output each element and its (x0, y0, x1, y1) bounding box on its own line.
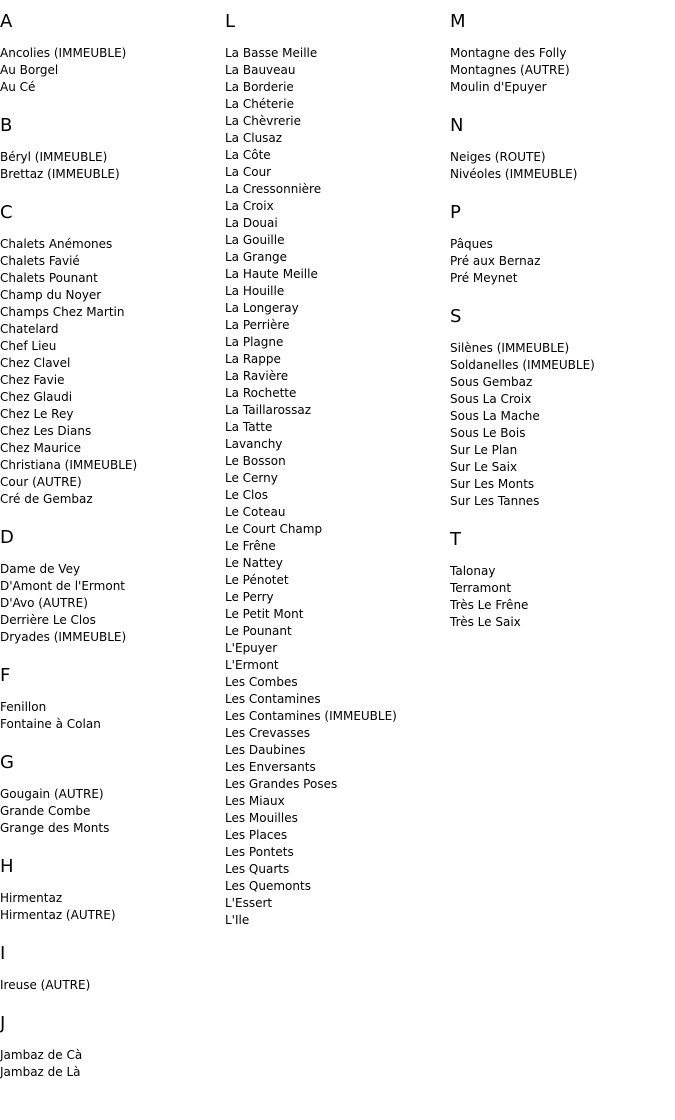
entry-chatelard[interactable]: Chatelard (0, 322, 59, 336)
entry-fontaine-a-colan[interactable]: Fontaine à Colan (0, 717, 101, 731)
entry-grange-des-monts[interactable]: Grange des Monts (0, 821, 110, 835)
entry-list (0, 786, 225, 837)
entry-list (0, 45, 225, 96)
letter-section-f (0, 664, 225, 733)
letter-section-c (0, 201, 225, 508)
index-column (0, 10, 225, 1099)
entry-list (0, 236, 225, 508)
entry-les-contamines-immeuble[interactable]: Les Contamines (IMMEUBLE) (225, 709, 397, 723)
entry-d-amont-de-l-ermont[interactable]: D'Amont de l'Ermont (0, 579, 125, 593)
entry-chez-maurice[interactable]: Chez Maurice (0, 441, 82, 455)
entry-list (0, 890, 225, 924)
letter-section-l (225, 10, 450, 929)
entry-la-cressonniere[interactable]: La Cressonnière (225, 182, 322, 196)
entry-chez-favie[interactable]: Chez Favie (0, 373, 65, 387)
entry-la-haute-meille[interactable]: La Haute Meille (225, 267, 318, 281)
entry-list (0, 149, 225, 183)
letter-heading: G (0, 752, 14, 773)
entry-jambaz-de-la[interactable]: Jambaz de Là (0, 1065, 81, 1079)
entry-tres-le-frene[interactable]: Très Le Frêne (450, 598, 529, 612)
entry-le-clos[interactable]: Le Clos (225, 488, 268, 502)
entry-chez-le-rey[interactable]: Chez Le Rey (0, 407, 74, 421)
letter-heading: L (225, 11, 236, 32)
entry-grande-combe[interactable]: Grande Combe (0, 804, 91, 818)
entry-moulin-d-epuyer[interactable]: Moulin d'Epuyer (450, 80, 547, 94)
letter-heading: P (450, 202, 461, 223)
letter-heading: B (0, 115, 13, 136)
entry-chalets-anemones[interactable]: Chalets Anémones (0, 237, 113, 251)
entry-la-cour[interactable]: La Cour (225, 165, 272, 179)
entry-la-bauveau[interactable]: La Bauveau (225, 63, 296, 77)
letter-heading: N (450, 115, 464, 136)
entry-la-gouille[interactable]: La Gouille (225, 233, 285, 247)
entry-la-rappe[interactable]: La Rappe (225, 352, 281, 366)
letter-heading: A (0, 11, 13, 32)
entry-ireuse-autre[interactable]: Ireuse (AUTRE) (0, 978, 91, 992)
entry-list (0, 977, 225, 994)
letter-heading: F (0, 665, 11, 686)
entry-le-frene[interactable]: Le Frêne (225, 539, 276, 553)
entry-la-plagne[interactable]: La Plagne (225, 335, 284, 349)
entry-au-ce[interactable]: Au Cé (0, 80, 36, 94)
letter-heading: D (0, 527, 14, 548)
entry-au-borgel[interactable]: Au Borgel (0, 63, 59, 77)
letter-section-b (0, 114, 225, 183)
entry-la-cheterie[interactable]: La Chéterie (225, 97, 294, 111)
entry-ancolies-immeuble[interactable]: Ancolies (IMMEUBLE) (0, 46, 127, 60)
entry-pre-meynet[interactable]: Pré Meynet (450, 271, 518, 285)
entry-fenillon[interactable]: Fenillon (0, 700, 47, 714)
letter-section-h (0, 855, 225, 924)
entry-pre-aux-bernaz[interactable]: Pré aux Bernaz (450, 254, 541, 268)
entry-le-bosson[interactable]: Le Bosson (225, 454, 286, 468)
entry-chez-clavel[interactable]: Chez Clavel (0, 356, 71, 370)
entry-cre-de-gembaz[interactable]: Cré de Gembaz (0, 492, 93, 506)
entry-terramont[interactable]: Terramont (450, 581, 512, 595)
entry-d-avo-autre[interactable]: D'Avo (AUTRE) (0, 596, 88, 610)
entry-sur-le-plan[interactable]: Sur Le Plan (450, 443, 518, 457)
entry-les-quarts[interactable]: Les Quarts (225, 862, 290, 876)
entry-talonay[interactable]: Talonay (450, 564, 496, 578)
entry-sous-le-bois[interactable]: Sous Le Bois (450, 426, 526, 440)
entry-gougain-autre[interactable]: Gougain (AUTRE) (0, 787, 104, 801)
entry-les-miaux[interactable]: Les Miaux (225, 794, 285, 808)
entry-list (0, 561, 225, 646)
entry-les-quemonts[interactable]: Les Quemonts (225, 879, 311, 893)
letter-section-a (0, 10, 225, 96)
index-column (225, 10, 450, 1099)
entry-le-pounant[interactable]: Le Pounant (225, 624, 292, 638)
entry-les-pontets[interactable]: Les Pontets (225, 845, 294, 859)
entry-list (0, 699, 225, 733)
entry-dame-de-vey[interactable]: Dame de Vey (0, 562, 81, 576)
entry-les-enversants[interactable]: Les Enversants (225, 760, 316, 774)
entry-la-taillarossaz[interactable]: La Taillarossaz (225, 403, 312, 417)
entry-list (450, 236, 675, 287)
entry-chalets-pounant[interactable]: Chalets Pounant (0, 271, 98, 285)
entry-l-essert[interactable]: L'Essert (225, 896, 273, 910)
entry-montagnes-autre[interactable]: Montagnes (AUTRE) (450, 63, 570, 77)
entry-chalets-favie[interactable]: Chalets Favié (0, 254, 80, 268)
entry-dryades-immeuble[interactable]: Dryades (IMMEUBLE) (0, 630, 127, 644)
entry-le-perry[interactable]: Le Perry (225, 590, 274, 604)
entry-le-cerny[interactable]: Le Cerny (225, 471, 278, 485)
letter-section-p (450, 201, 675, 287)
letter-heading: H (0, 856, 14, 877)
letter-section-m (450, 10, 675, 96)
entry-la-douai[interactable]: La Douai (225, 216, 278, 230)
entry-la-longeray[interactable]: La Longeray (225, 301, 299, 315)
entry-le-court-champ[interactable]: Le Court Champ (225, 522, 323, 536)
index-column (450, 10, 675, 1099)
entry-le-coteau[interactable]: Le Coteau (225, 505, 286, 519)
entry-le-petit-mont[interactable]: Le Petit Mont (225, 607, 304, 621)
entry-silenes-immeuble[interactable]: Silènes (IMMEUBLE) (450, 341, 570, 355)
entry-hirmentaz[interactable]: Hirmentaz (0, 891, 63, 905)
entry-beryl-immeuble[interactable]: Béryl (IMMEUBLE) (0, 150, 108, 164)
entry-hirmentaz-autre[interactable]: Hirmentaz (AUTRE) (0, 908, 116, 922)
entry-l-ermont[interactable]: L'Ermont (225, 658, 279, 672)
entry-montagne-des-folly[interactable]: Montagne des Folly (450, 46, 567, 60)
entry-sous-gembaz[interactable]: Sous Gembaz (450, 375, 533, 389)
entry-derriere-le-clos[interactable]: Derrière Le Clos (0, 613, 96, 627)
entry-la-basse-meille[interactable]: La Basse Meille (225, 46, 318, 60)
letter-heading: T (450, 529, 461, 550)
entry-le-penotet[interactable]: Le Pénotet (225, 573, 289, 587)
entry-list (450, 340, 675, 510)
entry-les-mouilles[interactable]: Les Mouilles (225, 811, 298, 825)
entry-la-borderie[interactable]: La Borderie (225, 80, 294, 94)
letter-heading: C (0, 202, 13, 223)
entry-chez-les-dians[interactable]: Chez Les Dians (0, 424, 92, 438)
entry-champ-du-noyer[interactable]: Champ du Noyer (0, 288, 102, 302)
entry-champs-chez-martin[interactable]: Champs Chez Martin (0, 305, 125, 319)
entry-les-grandes-poses[interactable]: Les Grandes Poses (225, 777, 338, 791)
entry-jambaz-de-ca[interactable]: Jambaz de Cà (0, 1048, 83, 1062)
entry-les-contamines[interactable]: Les Contamines (225, 692, 321, 706)
entry-list (450, 149, 675, 183)
entry-list (0, 1047, 225, 1081)
entry-sous-la-mache[interactable]: Sous La Mache (450, 409, 540, 423)
entry-lavanchy[interactable]: Lavanchy (225, 437, 283, 451)
entry-sous-la-croix[interactable]: Sous La Croix (450, 392, 532, 406)
entry-chez-glaudi[interactable]: Chez Glaudi (0, 390, 73, 404)
letter-heading: I (0, 943, 6, 964)
entry-christiana-immeuble[interactable]: Christiana (IMMEUBLE) (0, 458, 138, 472)
letter-section-i (0, 942, 225, 994)
entry-la-grange[interactable]: La Grange (225, 250, 288, 264)
entry-sur-les-monts[interactable]: Sur Les Monts (450, 477, 535, 491)
entry-la-clusaz[interactable]: La Clusaz (225, 131, 283, 145)
letter-section-t (450, 528, 675, 631)
alphabetical-index (0, 10, 675, 1099)
entry-brettaz-immeuble[interactable]: Brettaz (IMMEUBLE) (0, 167, 120, 181)
entry-list (225, 45, 450, 929)
entry-la-croix[interactable]: La Croix (225, 199, 274, 213)
letter-section-d (0, 526, 225, 646)
letter-section-j (0, 1012, 225, 1081)
letter-section-g (0, 751, 225, 837)
letter-section-s (450, 305, 675, 510)
entry-list (450, 563, 675, 631)
entry-le-nattey[interactable]: Le Nattey (225, 556, 283, 570)
entry-la-cote[interactable]: La Côte (225, 148, 271, 162)
letter-heading: S (450, 306, 462, 327)
letter-heading: J (0, 1013, 6, 1034)
entry-la-rochette[interactable]: La Rochette (225, 386, 297, 400)
letter-section-n (450, 114, 675, 183)
entry-la-chevrerie[interactable]: La Chèvrerie (225, 114, 302, 128)
letter-heading: M (450, 11, 466, 32)
entry-cour-autre[interactable]: Cour (AUTRE) (0, 475, 82, 489)
entry-neiges-route[interactable]: Neiges (ROUTE) (450, 150, 546, 164)
entry-la-houille[interactable]: La Houille (225, 284, 285, 298)
entry-list (450, 45, 675, 96)
entry-la-raviere[interactable]: La Ravière (225, 369, 289, 383)
entry-niveoles-immeuble[interactable]: Nivéoles (IMMEUBLE) (450, 167, 578, 181)
entry-paques[interactable]: Pâques (450, 237, 493, 251)
entry-l-epuyer[interactable]: L'Epuyer (225, 641, 278, 655)
entry-la-perriere[interactable]: La Perrière (225, 318, 290, 332)
entry-les-daubines[interactable]: Les Daubines (225, 743, 306, 757)
entry-soldanelles-immeuble[interactable]: Soldanelles (IMMEUBLE) (450, 358, 595, 372)
entry-chef-lieu[interactable]: Chef Lieu (0, 339, 57, 353)
entry-la-tatte[interactable]: La Tatte (225, 420, 273, 434)
entry-sur-les-tannes[interactable]: Sur Les Tannes (450, 494, 540, 508)
entry-l-ile[interactable]: L'Ile (225, 913, 250, 927)
entry-sur-le-saix[interactable]: Sur Le Saix (450, 460, 518, 474)
entry-les-crevasses[interactable]: Les Crevasses (225, 726, 310, 740)
entry-tres-le-saix[interactable]: Très Le Saix (450, 615, 521, 629)
entry-les-places[interactable]: Les Places (225, 828, 288, 842)
entry-les-combes[interactable]: Les Combes (225, 675, 298, 689)
